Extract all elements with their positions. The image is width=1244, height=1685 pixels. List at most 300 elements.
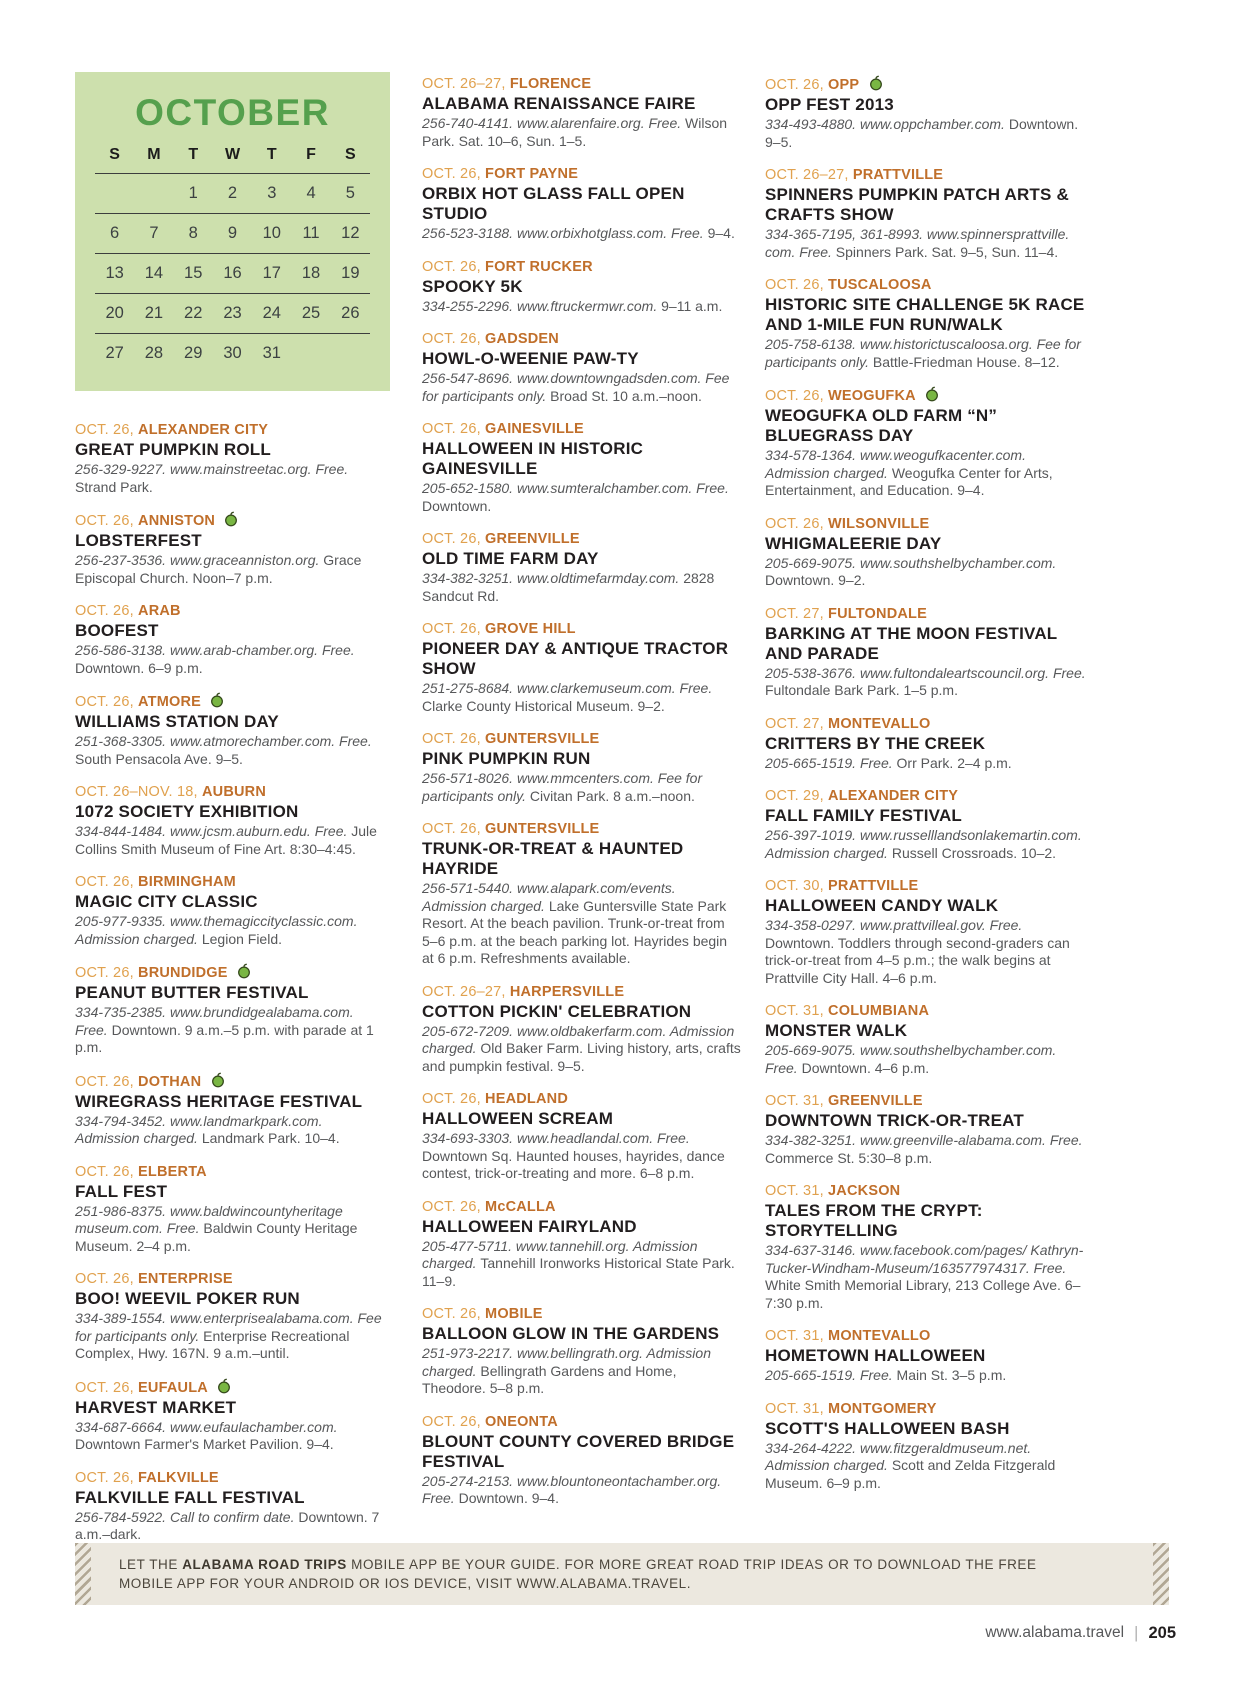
- event-date: OCT. 31,: [765, 1400, 829, 1417]
- event-listing: [765, 1092, 1090, 1167]
- event-city: HEADLAND: [485, 1091, 569, 1107]
- event-description: [422, 480, 742, 515]
- event-date: OCT. 26,: [422, 331, 486, 347]
- event-listing: [75, 1469, 390, 1544]
- event-header: [765, 787, 1090, 805]
- event-date: OCT. 26,: [765, 77, 829, 93]
- event-description: [422, 680, 742, 715]
- event-header: [422, 1305, 742, 1323]
- event-title: HARVEST MARKET: [75, 1397, 237, 1417]
- event-description: [75, 1004, 390, 1057]
- event-contact: 256-237-3536. www.graceanniston.org.: [75, 552, 324, 568]
- event-details: Downtown. 7 a.m.–dark.: [75, 1508, 380, 1542]
- event-header: [75, 1469, 390, 1487]
- event-details: Spinners Park. Sat. 9–5, Sun. 11–4.: [835, 243, 1059, 260]
- event-description: [422, 880, 742, 968]
- event-city: PRATTVILLE: [852, 167, 944, 183]
- event-details: Enterprise Recreational Complex, Hwy. 167N. 9 a.m.–until.: [75, 1327, 350, 1361]
- apple-icon: [925, 386, 939, 402]
- event-description: [422, 1130, 742, 1183]
- event-title: WHIGMALEERIE DAY: [765, 533, 942, 553]
- event-date: OCT. 26,: [75, 1379, 139, 1396]
- event-contact: 256-397-1019. www.russelllandsonlakemartin.com. Admission charged.: [765, 827, 1082, 861]
- event-title: GREAT PUMPKIN ROLL: [75, 440, 271, 459]
- event-title: DOWNTOWN TRICK-OR-TREAT: [765, 1111, 1024, 1130]
- event-title: BOO! WEEVIL POKER RUN: [75, 1289, 300, 1308]
- event-details: Downtown. 6–9 p.m.: [75, 659, 203, 676]
- event-details: Downtown. 9–2.: [765, 572, 866, 588]
- footer-divider: |: [1134, 1623, 1139, 1642]
- event-date: OCT. 26,: [75, 1073, 139, 1090]
- calendar-day-cell: [291, 344, 330, 363]
- event-listing: [75, 783, 390, 858]
- event-header: [765, 166, 1090, 184]
- event-city: JACKSON: [828, 1183, 901, 1199]
- event-city: FULTONDALE: [828, 605, 927, 622]
- event-description: [422, 1345, 742, 1398]
- event-details: South Pensacola Ave. 9–5.: [75, 750, 243, 767]
- event-header: [75, 1072, 390, 1091]
- event-details: Weogufka Center for Arts, Entertainment, and Education. 9–4.: [765, 464, 1053, 498]
- calendar-row: [95, 333, 370, 373]
- event-title: FALL FAMILY FESTIVAL: [765, 806, 963, 825]
- event-contact: 334-578-1364. www.weogufkacenter.com. Admission charged.: [765, 447, 1026, 481]
- event-header: [75, 783, 390, 801]
- event-city: AUBURN: [201, 784, 267, 800]
- event-description: [422, 225, 742, 243]
- event-date: OCT. 30,: [765, 878, 829, 894]
- event-details: 9–4.: [707, 225, 735, 241]
- event-listing: [765, 386, 1090, 500]
- event-title: MAGIC CITY CLASSIC: [75, 892, 258, 911]
- calendar-row: [95, 213, 370, 253]
- event-header: [765, 386, 1090, 405]
- event-listing: [75, 1163, 390, 1256]
- event-city: FALKVILLE: [138, 1469, 219, 1486]
- event-details: Bellingrath Gardens and Home, Theodore. 5–8 p.m.: [422, 1362, 677, 1396]
- event-contact: 205-477-5711. www.tannehill.org. Admission charged.: [422, 1237, 698, 1271]
- event-title: LOBSTERFEST: [75, 531, 202, 550]
- event-date: OCT. 26,: [422, 821, 486, 837]
- event-header: [422, 620, 742, 638]
- event-title: HISTORIC SITE CHALLENGE 5K RACE AND 1-MILE FUN RUN/WALK: [765, 295, 1085, 334]
- event-title: ORBIX HOT GLASS FALL OPEN STUDIO: [422, 184, 685, 223]
- calendar-day-header: S: [109, 146, 120, 163]
- event-contact: 334-844-1484. www.jcsm.auburn.edu. Free.: [75, 823, 352, 839]
- event-listing: [75, 1270, 390, 1363]
- event-contact: 205-665-1519. Free.: [765, 1367, 897, 1383]
- calendar-day-cell: [134, 184, 173, 203]
- event-description: [75, 1509, 390, 1544]
- event-listing: [765, 1182, 1090, 1312]
- event-contact: 256-547-8696. www.downtowngadsden.com. Fee for participants only.: [422, 370, 730, 404]
- event-header: [422, 1413, 742, 1431]
- event-city: ENTERPRISE: [138, 1271, 233, 1287]
- event-listing: [422, 983, 742, 1076]
- event-date: OCT. 26–27,: [765, 167, 853, 183]
- calendar-day-cell: [95, 184, 134, 203]
- event-city: ELBERTA: [138, 1163, 207, 1180]
- event-city: HARPERSVILLE: [509, 983, 625, 1000]
- event-date: OCT. 26,: [75, 1469, 139, 1486]
- event-date: OCT. 26,: [422, 166, 486, 182]
- event-date: OCT. 26,: [422, 1306, 486, 1322]
- banner-text: [91, 1555, 1076, 1593]
- event-date: OCT. 31,: [765, 1328, 829, 1344]
- event-listing: [422, 530, 742, 605]
- event-description: [75, 1113, 390, 1148]
- calendar-day-cell: 2: [227, 184, 238, 202]
- event-date: OCT. 26,: [75, 1271, 139, 1287]
- event-title: HALLOWEEN IN HISTORIC GAINESVILLE: [422, 439, 644, 478]
- event-header: [422, 75, 742, 93]
- event-details: Grace Episcopal Church. Noon–7 p.m.: [75, 552, 362, 586]
- event-details: Commerce St. 5:30–8 p.m.: [765, 1149, 933, 1166]
- event-date: OCT. 26–27,: [422, 983, 510, 1000]
- calendar-day-cell: 15: [184, 264, 203, 282]
- events-column-1: [75, 72, 390, 1559]
- event-contact: 205-758-6138. www.historictuscaloosa.org. Fee for participants only.: [765, 336, 1081, 370]
- event-city: BRUNDIDGE: [138, 965, 228, 981]
- banner-text-bold: ALABAMA ROAD TRIPS: [182, 1557, 347, 1572]
- calendar-day-cell: 24: [262, 304, 281, 322]
- event-details: Lake Guntersville State Park Resort. At the beach pavilion. Trunk-or-treat from 5–6 p.m. at the beach parking lot. Hayrides begin at 6 p.m. Refreshments available.: [422, 897, 728, 966]
- calendar-october: [75, 72, 390, 391]
- calendar-day-cell: 29: [184, 344, 203, 362]
- event-date: OCT. 27,: [765, 605, 829, 622]
- event-title: PIONEER DAY & ANTIQUE TRACTOR SHOW: [422, 639, 729, 678]
- event-city: MOBILE: [485, 1306, 543, 1322]
- event-listing: [765, 276, 1090, 371]
- event-header: [422, 530, 742, 548]
- event-listing: [422, 1413, 742, 1508]
- event-details: Downtown Sq. Haunted houses, hayrides, dance contest, trick-or-treating and more. 6–8 p.m.: [422, 1147, 725, 1181]
- event-listing: [422, 258, 742, 316]
- event-description: [75, 823, 390, 858]
- event-city: FLORENCE: [509, 76, 592, 92]
- event-header: [765, 715, 1090, 733]
- event-date: OCT. 26,: [422, 731, 486, 747]
- event-details: Downtown. 9–5.: [765, 116, 1079, 150]
- event-header: [75, 421, 390, 439]
- event-details: 9–11 a.m.: [661, 297, 723, 314]
- event-city: ALEXANDER CITY: [138, 422, 269, 438]
- banner-text-post: MOBILE APP BE YOUR GUIDE. FOR MORE GREAT ROAD TRIP IDEAS OR TO DOWNLOAD THE FREE MOBILE APP FOR YOUR ANDROID OR IOS DEVICE, VISIT WWW.ALABAMA.TRAVEL.: [119, 1557, 1037, 1591]
- event-listing: [422, 1198, 742, 1291]
- event-details: Main St. 3–5 p.m.: [896, 1367, 1007, 1383]
- event-header: [422, 983, 742, 1001]
- event-date: OCT. 31,: [765, 1003, 829, 1019]
- calendar-row: [95, 253, 370, 293]
- event-listing: [75, 511, 390, 587]
- apple-icon: [237, 963, 251, 979]
- event-details: Jule Collins Smith Museum of Fine Art. 8:30–4:45.: [75, 823, 377, 857]
- event-contact: 251-986-8375. www.baldwincountyheritage museum.com. Free.: [75, 1202, 343, 1236]
- calendar-row: [95, 173, 370, 213]
- event-listing: [422, 75, 742, 150]
- event-details: Legion Field.: [201, 930, 283, 947]
- event-contact: 334-735-2385. www.brundidgealabama.com. Free.: [75, 1004, 354, 1038]
- event-contact: 251-275-8684. www.clarkemuseum.com. Free.: [422, 680, 713, 696]
- event-city: FORT PAYNE: [485, 166, 579, 182]
- event-contact: 334-365-7195, 361-8993. www.spinnersprattville. com. Free.: [765, 226, 1070, 260]
- event-date: OCT. 26–27,: [422, 76, 510, 92]
- calendar-day-cell: 31: [262, 344, 281, 362]
- event-city: ARAB: [138, 603, 181, 619]
- apple-icon: [869, 75, 883, 91]
- event-description: [422, 115, 742, 150]
- event-title: COTTON PICKIN' CELEBRATION: [422, 1001, 692, 1021]
- calendar-day-header: F: [306, 146, 316, 163]
- event-listing: [765, 515, 1090, 590]
- event-contact: 205-274-2153. www.blountoneontachamber.org. Free.: [422, 1472, 722, 1506]
- event-details: Landmark Park. 10–4.: [201, 1130, 340, 1146]
- event-header: [422, 165, 742, 183]
- event-date: OCT. 29,: [765, 788, 829, 804]
- calendar-day-cell: 4: [306, 184, 316, 202]
- event-contact: 205-652-1580. www.sumteralchamber.com. Free.: [422, 480, 729, 496]
- event-title: SPINNERS PUMPKIN PATCH ARTS & CRAFTS SHOW: [765, 185, 1069, 224]
- event-description: [422, 1023, 742, 1076]
- event-header: [765, 276, 1090, 294]
- event-city: ATMORE: [138, 694, 201, 710]
- event-listing: [422, 420, 742, 515]
- event-listing: [75, 421, 390, 496]
- event-city: GADSDEN: [485, 331, 559, 347]
- event-city: EUFAULA: [138, 1379, 208, 1396]
- mobile-app-banner: [75, 1543, 1169, 1605]
- calendar-day-cell: 1: [188, 184, 198, 202]
- event-contact: 334-637-3146. www.facebook.com/pages/ Kathryn-Tucker-Windham-Museum/163577974317. Free.: [765, 1242, 1084, 1276]
- event-city: ALEXANDER CITY: [828, 788, 959, 804]
- calendar-day-header: M: [147, 146, 161, 163]
- calendar-day-cell: 18: [301, 264, 321, 282]
- event-title: HOMETOWN HALLOWEEN: [765, 1346, 986, 1365]
- calendar-day-cell: 25: [301, 304, 321, 322]
- event-title: TALES FROM THE CRYPT: STORYTELLING: [765, 1201, 983, 1240]
- event-title: BLOUNT COUNTY COVERED BRIDGE FESTIVAL: [422, 1431, 735, 1471]
- calendar-day-cell: 17: [262, 264, 281, 282]
- event-contact: 334-389-1554. www.enterprisealabama.com. Fee for participants only.: [75, 1310, 382, 1344]
- calendar-day-header: T: [266, 146, 277, 163]
- event-header: [75, 602, 390, 620]
- hatch-decoration-right: [1153, 1543, 1169, 1605]
- event-city: GUNTERSVILLE: [485, 731, 600, 747]
- apple-icon: [217, 1378, 231, 1394]
- calendar-day-cell: 7: [149, 224, 159, 242]
- event-description: [75, 1419, 390, 1454]
- event-contact: 251-368-3305. www.atmorechamber.com. Free.: [75, 733, 372, 749]
- event-date: OCT. 26,: [422, 258, 486, 275]
- event-title: PINK PUMPKIN RUN: [422, 749, 591, 768]
- event-header: [422, 1090, 742, 1108]
- event-listing: [765, 877, 1090, 987]
- event-description: [765, 917, 1090, 987]
- event-description: [75, 552, 390, 587]
- calendar-day-header: T: [188, 146, 199, 163]
- calendar-day-cell: 10: [262, 224, 281, 242]
- event-contact: 205-538-3676. www.fultondaleartscouncil.org. Free.: [765, 664, 1086, 681]
- event-details: Old Baker Farm. Living history, arts, crafts and pumpkin festival. 9–5.: [422, 1040, 741, 1074]
- event-header: [75, 511, 390, 530]
- event-city: DOTHAN: [138, 1073, 202, 1090]
- event-date: OCT. 26,: [75, 965, 139, 981]
- calendar-day-cell: 20: [105, 304, 124, 322]
- event-title: FALKVILLE FALL FESTIVAL: [75, 1487, 305, 1507]
- event-city: FORT RUCKER: [485, 258, 593, 275]
- event-description: [765, 116, 1090, 151]
- calendar-day-cell: 22: [184, 304, 203, 322]
- event-city: GREENVILLE: [485, 531, 580, 547]
- event-listing: [422, 820, 742, 968]
- event-city: GAINESVILLE: [485, 421, 584, 437]
- event-city: OPP: [828, 77, 860, 93]
- event-city: McCALLA: [485, 1198, 556, 1215]
- event-listing: [422, 1090, 742, 1183]
- event-description: [75, 1203, 390, 1256]
- event-title: SPOOKY 5K: [422, 276, 523, 296]
- event-date: OCT. 26,: [75, 422, 139, 438]
- event-title: WILLIAMS STATION DAY: [75, 712, 279, 731]
- event-contact: 256-571-8026. www.mmcenters.com. Fee for participants only.: [422, 770, 703, 804]
- site-url: www.alabama.travel: [985, 1624, 1125, 1641]
- calendar-day-cell: 9: [227, 224, 238, 242]
- event-header: [422, 258, 742, 276]
- event-details: Clarke County Historical Museum. 9–2.: [422, 697, 665, 714]
- calendar-day-cell: 3: [267, 184, 277, 202]
- events-column-3: [765, 75, 1090, 1507]
- event-header: [75, 963, 390, 982]
- calendar-day-cell: [331, 344, 370, 363]
- event-contact: 334-264-4222. www.fitzgeraldmuseum.net. Admission charged.: [765, 1439, 1032, 1473]
- event-details: 2828 Sandcut Rd.: [422, 570, 715, 604]
- calendar-day-cell: 8: [188, 224, 198, 242]
- calendar-day-cell: 30: [223, 344, 242, 362]
- event-contact: 334-382-3251. www.greenville-alabama.com. Free.: [765, 1132, 1083, 1148]
- event-listing: [75, 1072, 390, 1148]
- event-title: 1072 SOCIETY EXHIBITION: [75, 802, 299, 821]
- event-listing: [765, 75, 1090, 151]
- event-description: [765, 755, 1090, 773]
- event-city: BIRMINGHAM: [138, 874, 236, 890]
- event-city: MONTGOMERY: [828, 1400, 937, 1417]
- event-details: Downtown. 4–6 p.m.: [801, 1059, 930, 1076]
- calendar-row: [95, 146, 370, 173]
- event-title: OLD TIME FARM DAY: [422, 549, 599, 568]
- event-date: OCT. 26,: [765, 388, 829, 404]
- event-details: Civitan Park. 8 a.m.–noon.: [529, 787, 695, 804]
- event-details: Baldwin County Heritage Museum. 2–4 p.m.: [75, 1220, 358, 1254]
- event-details: Orr Park. 2–4 p.m.: [896, 754, 1012, 771]
- calendar-day-cell: 27: [105, 344, 124, 362]
- event-city: TUSCALOOSA: [828, 277, 932, 293]
- event-header: [765, 1002, 1090, 1020]
- calendar-day-cell: 6: [110, 224, 120, 242]
- event-description: [765, 827, 1090, 862]
- event-description: [765, 1132, 1090, 1167]
- event-listing: [75, 692, 390, 768]
- event-description: [422, 298, 742, 316]
- event-listing: [75, 602, 390, 677]
- event-title: HALLOWEEN SCREAM: [422, 1109, 614, 1128]
- event-city: COLUMBIANA: [828, 1003, 930, 1019]
- event-listing: [422, 330, 742, 405]
- event-contact: 205-665-1519. Free.: [765, 754, 897, 771]
- event-header: [75, 1378, 390, 1397]
- event-title: FALL FEST: [75, 1181, 168, 1201]
- event-city: WILSONVILLE: [828, 515, 930, 532]
- calendar-day-cell: 26: [341, 304, 360, 322]
- event-header: [765, 515, 1090, 533]
- event-header: [765, 75, 1090, 94]
- event-description: [75, 913, 390, 948]
- event-header: [75, 692, 390, 711]
- event-title: BOOFEST: [75, 621, 159, 640]
- event-details: Tannehill Ironworks Historical State Park. 11–9.: [422, 1255, 735, 1289]
- event-details: Downtown.: [422, 497, 492, 514]
- event-header: [75, 1270, 390, 1288]
- event-description: [765, 1367, 1090, 1385]
- event-contact: 334-382-3251. www.oldtimefarmday.com.: [422, 570, 684, 586]
- event-details: Fultondale Bark Park. 1–5 p.m.: [765, 682, 958, 698]
- banner-text-pre: LET THE: [119, 1557, 183, 1572]
- event-description: [422, 770, 742, 805]
- events-column-2: [422, 75, 742, 1523]
- event-details: Downtown. Toddlers through second-graders can trick-or-treat from 4–5 p.m.; the walk begins at Prattville City Hall. 4–6 p.m.: [765, 934, 1070, 986]
- calendar-day-cell: 28: [144, 344, 164, 362]
- calendar-row: [95, 293, 370, 333]
- page-footer: [985, 1623, 1176, 1643]
- event-listing: [765, 1002, 1090, 1077]
- event-contact: 334-493-4880. www.oppchamber.com.: [765, 116, 1009, 132]
- event-header: [765, 1092, 1090, 1110]
- event-date: OCT. 26,: [422, 621, 486, 637]
- event-header: [75, 873, 390, 891]
- event-description: [765, 555, 1090, 590]
- event-details: Downtown. 9–4.: [458, 1490, 559, 1506]
- calendar-day-header: W: [224, 146, 241, 163]
- event-city: GROVE HILL: [485, 621, 576, 637]
- event-contact: 205-669-9075. www.southshelbychamber.com.: [765, 554, 1057, 571]
- event-description: [765, 665, 1090, 700]
- event-title: ALABAMA RENAISSANCE FAIRE: [422, 94, 696, 113]
- event-contact: 334-687-6664. www.eufaulachamber.com.: [75, 1418, 338, 1435]
- event-listing: [422, 165, 742, 243]
- event-contact: 256-586-3138. www.arab-chamber.org. Free.: [75, 642, 355, 658]
- event-date: OCT. 26,: [422, 1091, 486, 1107]
- event-description: [765, 336, 1090, 371]
- event-contact: 256-523-3188. www.orbixhotglass.com. Free.: [422, 225, 708, 241]
- event-description: [75, 1310, 390, 1363]
- event-header: [422, 330, 742, 348]
- calendar-day-cell: 13: [105, 264, 124, 282]
- calendar-day-cell: 5: [345, 184, 355, 202]
- event-listing: [765, 787, 1090, 862]
- event-contact: 334-693-3303. www.headlandal.com. Free.: [422, 1130, 690, 1146]
- event-details: Downtown. 9 a.m.–5 p.m. with parade at 1 p.m.: [75, 1021, 374, 1055]
- event-description: [422, 1238, 742, 1291]
- event-city: ONEONTA: [485, 1413, 558, 1430]
- event-title: HOWL-O-WEENIE PAW-TY: [422, 349, 639, 368]
- event-contact: 256-784-5922. Call to confirm date.: [75, 1508, 299, 1525]
- event-listing: [765, 1400, 1090, 1493]
- apple-icon: [224, 511, 238, 527]
- event-contact: 334-794-3452. www.landmarkpark.com. Admission charged.: [75, 1112, 323, 1146]
- event-title: HALLOWEEN FAIRYLAND: [422, 1216, 637, 1236]
- apple-icon: [211, 1072, 225, 1088]
- event-header: [422, 1198, 742, 1216]
- event-listing: [765, 715, 1090, 773]
